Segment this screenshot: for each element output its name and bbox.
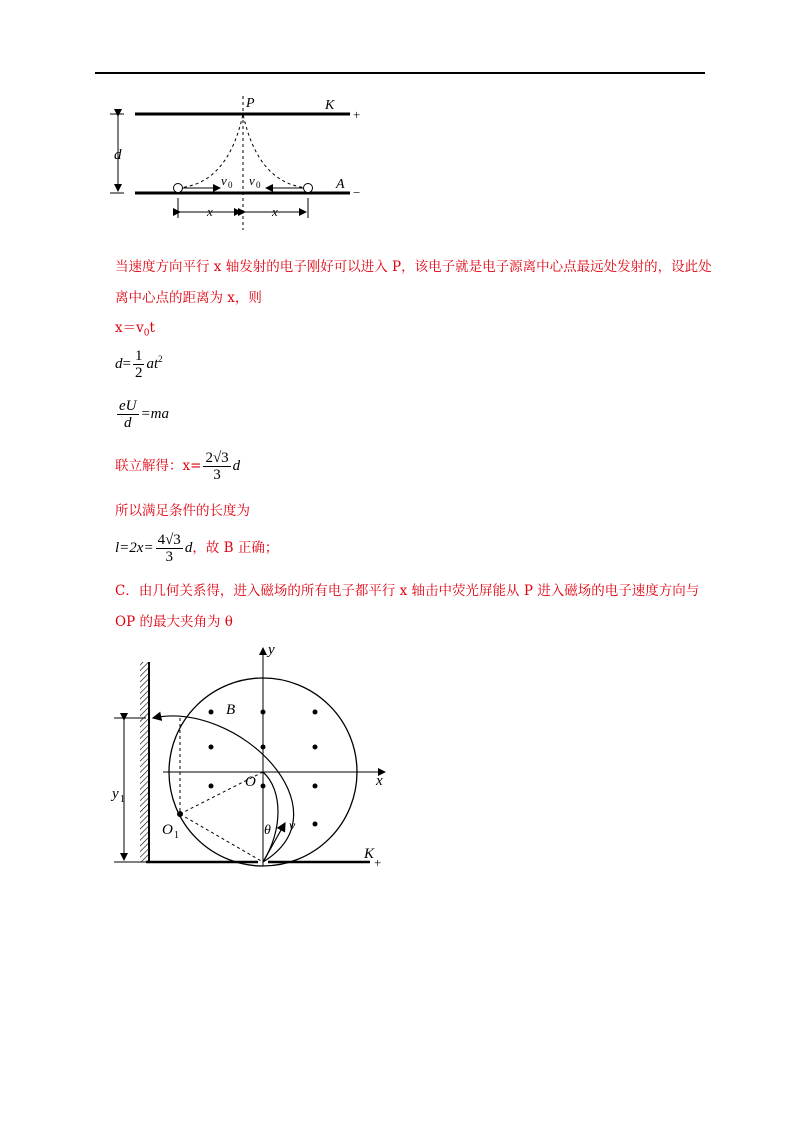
- solution-paragraph-1: 当速度方向平行 x 轴发射的电子刚好可以进入 P，该电子就是电子源离中心点最远处发射的，设此处离中心点的距离为 x，则: [115, 259, 712, 306]
- figure-magnetic-field: [108, 640, 398, 880]
- label-B: B: [226, 702, 236, 718]
- label-v: v: [289, 819, 296, 834]
- label-y: y: [268, 642, 275, 658]
- equation-5: l=2x= $\frac{4√3}{3}$ d，故 B 正确；: [115, 532, 279, 565]
- dashed-radius-1: [180, 814, 263, 862]
- trajectory-left: [178, 114, 243, 188]
- equation-2: d= $\frac{1}{2}$ $at^2$: [115, 348, 163, 381]
- label-x-right: x: [272, 204, 278, 219]
- label-v0-right: v: [249, 173, 255, 188]
- label-v0-right-sub: 0: [256, 180, 261, 190]
- electron-right: [304, 184, 313, 193]
- label-y1: y: [112, 786, 119, 802]
- label-K: K: [325, 98, 335, 113]
- label-v0-left-sub: 0: [228, 180, 233, 190]
- center-o1: [177, 811, 183, 817]
- minus-sign: −: [353, 185, 361, 200]
- header-rule: [95, 72, 705, 74]
- label-O1-sub: 1: [174, 830, 179, 841]
- label-P: P: [246, 96, 255, 111]
- label-A: A: [336, 177, 345, 192]
- electron-left: [174, 184, 183, 193]
- label-O1: O: [162, 822, 173, 838]
- plus-sign: +: [353, 107, 361, 122]
- label-K: K: [364, 846, 375, 862]
- label-O: O: [245, 774, 256, 790]
- label-x-left: x: [207, 204, 213, 219]
- figure-plates: [100, 92, 380, 232]
- equation-1: $x=v_0t$: [115, 320, 155, 339]
- equation-4: 联立解得：x= $\frac{2√3}{3}$ d: [115, 450, 241, 483]
- solution-paragraph-2: 所以满足条件的长度为: [115, 503, 250, 519]
- label-x: x: [376, 773, 383, 789]
- label-theta: θ: [264, 823, 271, 838]
- label-d: d: [114, 147, 122, 163]
- screen-hatch: [140, 662, 149, 862]
- solution-paragraph-3: C．由几何关系得，进入磁场的所有电子都平行 x 轴击中荧光屏能从 P 进入磁场的电子速度方向与 OP 的最大夹角为 θ: [115, 583, 700, 630]
- label-y1-sub: 1: [120, 794, 125, 805]
- equation-3: $\frac{eU}{d}$ =ma: [119, 398, 169, 431]
- label-v0-left: v: [221, 173, 227, 188]
- plus-sign: +: [374, 855, 382, 870]
